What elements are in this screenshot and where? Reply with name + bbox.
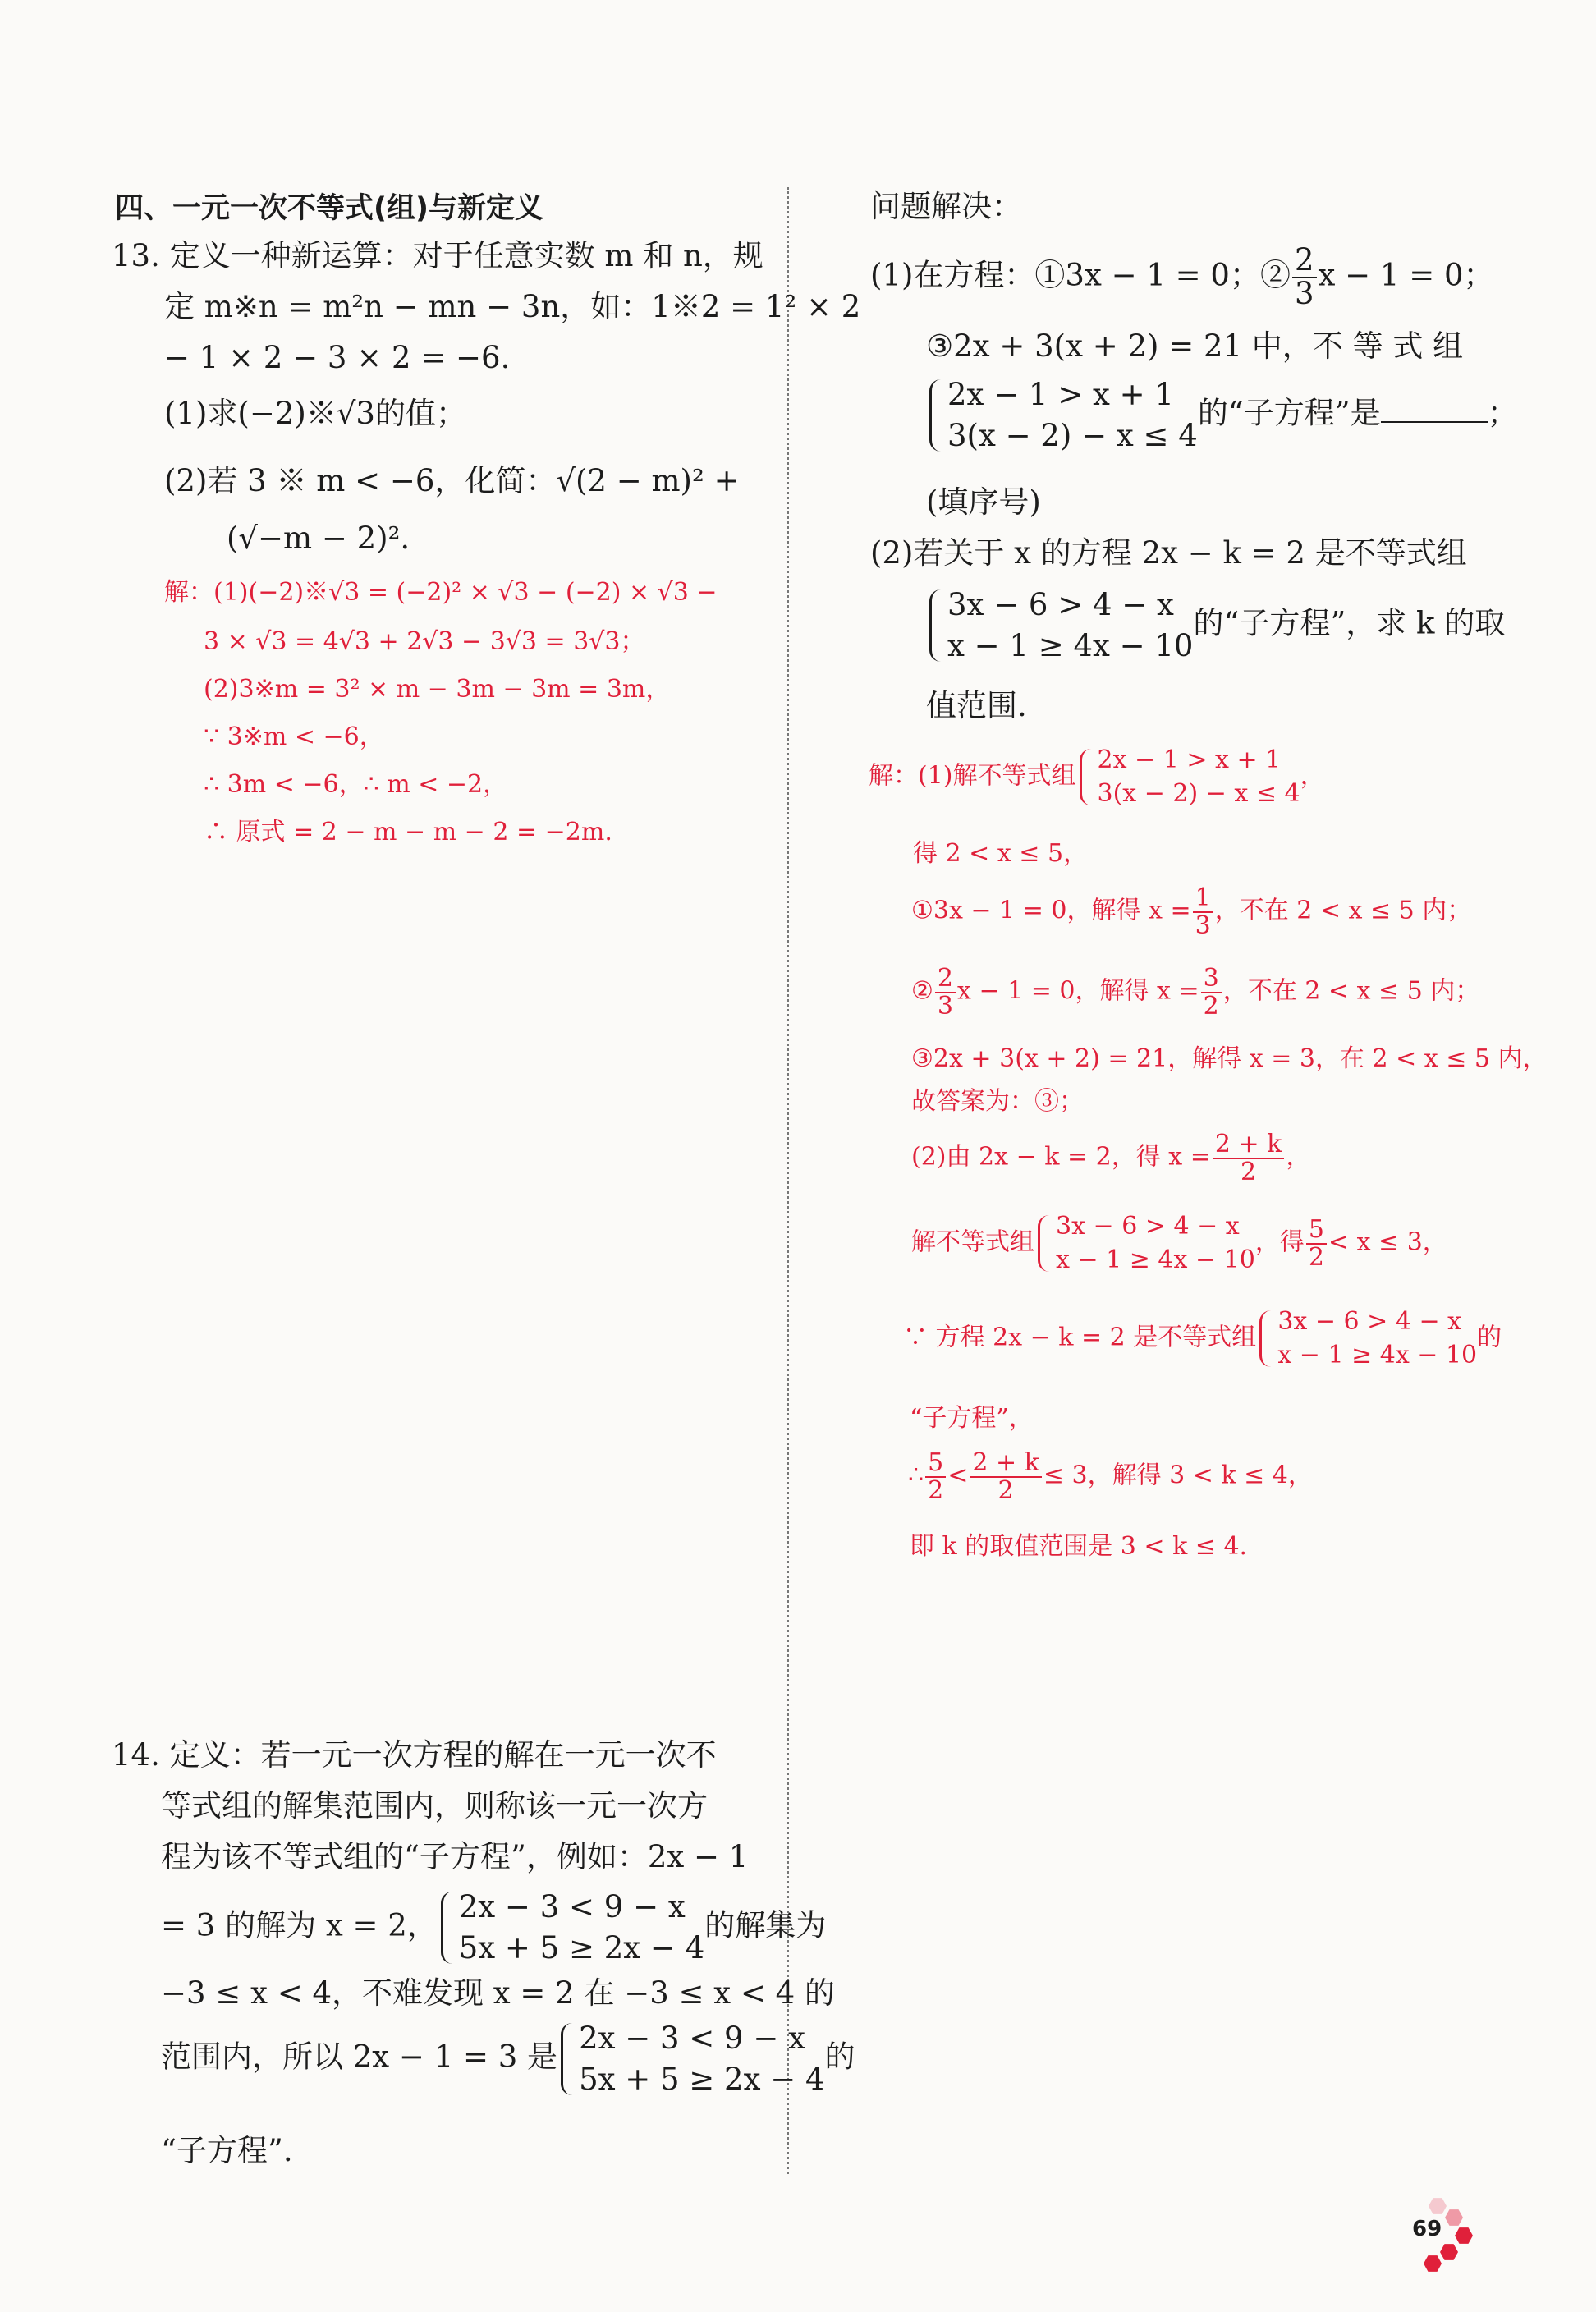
part-1-text-end: x − 1 = 0； <box>1318 257 1494 293</box>
sol-text-end: 的 <box>1477 1323 1502 1352</box>
q14-line-5: −3 ≤ x < 4，不难发现 x = 2 在 −3 ≤ x < 4 的 <box>161 1975 835 2011</box>
q13-solution-line-1: 解：(1)(−2)※√3 = (−2)² × √3 − (−2) × √3 − <box>164 578 718 607</box>
fraction: $\frac{2 + k}{2}$ <box>970 1450 1041 1503</box>
sol2-line-6: 故答案为：③； <box>911 1087 1084 1116</box>
hexagon-decoration-icon <box>1455 2227 1473 2245</box>
system-row-2: 5x + 5 ≥ 2x − 4 <box>458 1929 705 1966</box>
right-part-2-line-1: (2)若关于 x 的方程 2x − k = 2 是不等式组 <box>870 535 1467 571</box>
sol-text: 解：(1)解不等式组 <box>869 761 1076 791</box>
system-row-1: 3x − 6 > 4 − x <box>947 587 1174 622</box>
sol-text: ①3x − 1 = 0，解得 x = <box>911 896 1191 925</box>
system-row-2: 5x + 5 ≥ 2x − 4 <box>579 2061 825 2097</box>
sol2-line-1 <box>869 744 1325 810</box>
sol-text: ∴ <box>908 1461 924 1490</box>
sol2-line-3 <box>911 885 1471 938</box>
q13-solution-line-3: (2)3※m = 3² × m − 3m − 3m = 3m， <box>204 675 671 704</box>
system-row-1: 2x − 3 < 9 − x <box>579 2021 805 2056</box>
sol-text-end: ，不在 2 < x ≤ 5 内； <box>1222 976 1480 1006</box>
q13-line-3: − 1 × 2 − 3 × 2 = −6. <box>164 340 511 375</box>
sol-text-end: ， <box>1300 761 1325 791</box>
system-row-2: 3(x − 2) − x ≤ 4 <box>947 417 1198 453</box>
problem-solving-heading: 问题解决： <box>870 189 1022 224</box>
q14-inequality-system-repeat <box>557 2018 824 2100</box>
part-2-question: 的“子方程”，求 k 的取 <box>1193 605 1506 641</box>
q13-solution-line-6: ∴ 原式 = 2 − m − m − 2 = −2m. <box>204 818 612 846</box>
right-part-1-line-2: ③2x + 3(x + 2) = 21 中，不 等 式 组 <box>926 328 1464 364</box>
q13-part-2: (2)若 3 ※ m < −6，化简：√(2 − m)² + <box>164 463 740 498</box>
inequality-system-1 <box>926 374 1198 456</box>
sol-system-1 <box>1076 744 1300 810</box>
sol-text-mid: ，得 <box>1254 1227 1305 1257</box>
sol-text-end: ，不在 2 < x ≤ 5 内； <box>1214 896 1472 925</box>
right-part-2-line-2 <box>926 585 1505 667</box>
sol2-line-7 <box>911 1131 1310 1185</box>
page-number: 69 <box>1412 2217 1442 2241</box>
right-part-1-line-1 <box>870 242 1494 311</box>
hexagon-decoration-icon <box>1440 2243 1458 2261</box>
hexagon-decoration-icon <box>1429 2197 1447 2215</box>
hexagon-decoration-icon <box>1445 2209 1463 2227</box>
system-row-2: x − 1 ≥ 4x − 10 <box>1056 1245 1255 1274</box>
inequality-system-2 <box>926 585 1193 667</box>
fraction: $\frac{2 + k}{2}$ <box>1213 1131 1284 1185</box>
sol-text-end: ， <box>1286 1142 1311 1172</box>
system-row-2: 3(x − 2) − x ≤ 4 <box>1097 778 1300 808</box>
q14-line-1: 14. 定义：若一元一次方程的解在一元一次不 <box>112 1737 717 1773</box>
sol-text: (2)由 2x − k = 2，得 x = <box>911 1142 1211 1172</box>
sol2-line-5: ③2x + 3(x + 2) = 21，解得 x = 3，在 2 < x ≤ 5 内， <box>911 1044 1548 1073</box>
sol-text: ∵ 方程 2x − k = 2 是不等式组 <box>903 1323 1257 1352</box>
fraction: $\frac{2}{3}$ <box>935 966 956 1019</box>
q14-line-3: 程为该不等式组的“子方程”，例如：2x − 1 <box>161 1839 749 1874</box>
q13-part-1: (1)求(−2)※√3的值； <box>164 396 466 431</box>
q14-line-6-end: 的 <box>824 2039 855 2075</box>
q14-line-7: “子方程”. <box>161 2133 293 2168</box>
sol2-line-10: “子方程”， <box>910 1404 1034 1433</box>
part-1-question: 的“子方程”是 <box>1197 395 1381 431</box>
system-row-1: 3x − 6 > 4 − x <box>1056 1212 1240 1241</box>
q13-line-1: 13. 定义一种新运算：对于任意实数 m 和 n，规 <box>112 238 764 273</box>
system-row-1: 2x − 1 > x + 1 <box>1097 745 1282 774</box>
fraction: $\frac{5}{2}$ <box>925 1450 946 1503</box>
fraction: $\frac{3}{2}$ <box>1201 966 1222 1019</box>
q14-line-2: 等式组的解集范围内，则称该一元一次方 <box>161 1788 708 1823</box>
sol2-line-12: 即 k 的取值范围是 3 < k ≤ 4. <box>910 1532 1248 1561</box>
part-1-question-end: ； <box>1487 395 1518 431</box>
sol2-line-4 <box>911 966 1479 1019</box>
section-title: 四、一元一次不等式(组)与新定义 <box>115 192 543 225</box>
sol-text-mid: x − 1 = 0，解得 x = <box>957 976 1199 1006</box>
sol-system-3 <box>1256 1305 1477 1372</box>
q13-line-2: 定 m※n = m²n − mn − 3n，如：1※2 = 1² × 2 <box>164 289 861 324</box>
fraction: $\frac{1}{3}$ <box>1193 885 1213 938</box>
q13-solution-line-2: 3 × √3 = 4√3 + 2√3 − 3√3 = 3√3； <box>204 627 645 656</box>
answer-blank[interactable] <box>1381 397 1488 423</box>
sol-system-2 <box>1034 1210 1255 1277</box>
q13-part-2-cont: (√−m − 2)². <box>227 521 410 556</box>
fraction: $\frac{5}{2}$ <box>1306 1217 1327 1270</box>
q14-inequality-system <box>438 1887 704 1969</box>
sol-text-end: ≤ 3，解得 3 < k ≤ 4， <box>1043 1461 1313 1490</box>
q14-line-4-end: 的解集为 <box>704 1907 827 1943</box>
right-part-1-line-3 <box>926 374 1518 456</box>
q14-line-6 <box>161 2018 855 2100</box>
sol-text: ② <box>911 976 933 1006</box>
q14-line-6-text: 范围内，所以 2x − 1 = 3 是 <box>161 2039 558 2075</box>
system-row-1: 3x − 6 > 4 − x <box>1277 1307 1462 1336</box>
sol-text-end: < x ≤ 3， <box>1328 1227 1447 1257</box>
sol-text: 解不等式组 <box>911 1227 1034 1257</box>
part-1-text: (1)在方程：①3x − 1 = 0；② <box>870 257 1291 293</box>
hexagon-decoration-icon <box>1424 2255 1442 2273</box>
fill-number-hint: (填序号) <box>926 484 1041 520</box>
sol2-line-9 <box>903 1305 1502 1372</box>
system-row-2: x − 1 ≥ 4x − 10 <box>947 627 1194 663</box>
sol2-line-2: 得 2 < x ≤ 5， <box>913 839 1089 868</box>
sol-text-mid: < <box>947 1461 969 1490</box>
column-divider <box>787 187 789 2174</box>
right-part-2-line-3: 值范围. <box>926 688 1027 723</box>
q14-line-4 <box>161 1887 826 1969</box>
q13-solution-line-5: ∴ 3m < −6，∴ m < −2， <box>204 770 508 799</box>
q13-solution-line-4: ∵ 3※m < −6， <box>204 722 384 751</box>
q14-line-4-text: = 3 的解为 x = 2， <box>161 1907 438 1943</box>
system-row-1: 2x − 3 < 9 − x <box>458 1889 686 1924</box>
system-row-2: x − 1 ≥ 4x − 10 <box>1277 1340 1478 1369</box>
sol2-line-11 <box>908 1450 1313 1503</box>
fraction-2-3: $\frac{2}{3}$ <box>1292 245 1317 310</box>
sol2-line-8 <box>911 1210 1447 1277</box>
system-row-1: 2x − 1 > x + 1 <box>947 377 1174 412</box>
